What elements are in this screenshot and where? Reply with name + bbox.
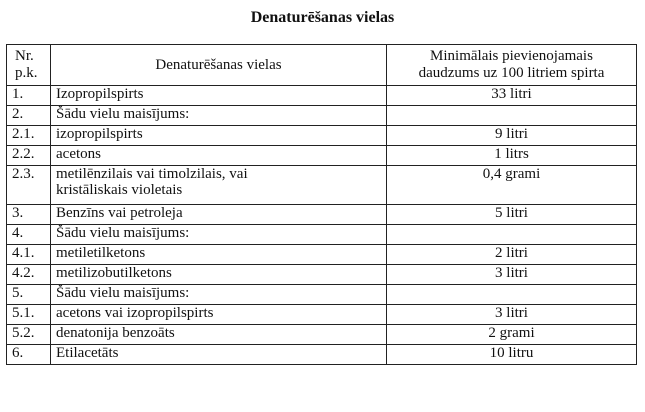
- row-number: 4.2.: [7, 265, 51, 285]
- row-substance-line1: metilēnzilais vai timolzilais, vai: [56, 166, 248, 182]
- row-substance: acetons: [51, 146, 387, 166]
- row-number: 2.1.: [7, 126, 51, 146]
- table-row: [7, 285, 637, 305]
- table-row: [7, 245, 637, 265]
- row-number: 2.2.: [7, 146, 51, 166]
- row-amount: 33 litri: [387, 86, 637, 106]
- row-number: 6.: [7, 345, 51, 365]
- table-row: [7, 146, 637, 166]
- row-substance: Šādu vielu maisījums:: [51, 225, 387, 245]
- row-substance: Izopropilspirts: [51, 86, 387, 106]
- row-substance: [51, 166, 387, 205]
- row-number: 2.3.: [7, 166, 51, 205]
- table-row: [7, 225, 637, 245]
- row-substance: metiletilketons: [51, 245, 387, 265]
- table-row: [7, 86, 637, 106]
- row-number: 5.: [7, 285, 51, 305]
- table-row: [7, 106, 637, 126]
- row-number: 3.: [7, 205, 51, 225]
- row-number: 4.: [7, 225, 51, 245]
- row-amount: 3 litri: [387, 265, 637, 285]
- document-title: Denaturēšanas vielas: [250, 9, 395, 26]
- table-row: [7, 166, 637, 205]
- row-number: 2.: [7, 106, 51, 126]
- row-substance: izopropilspirts: [51, 126, 387, 146]
- header-amount: [387, 45, 637, 86]
- row-number: 5.1.: [7, 305, 51, 325]
- header-substance: Denaturēšanas vielas: [51, 45, 387, 86]
- row-substance: metilizobutilketons: [51, 265, 387, 285]
- row-amount: [387, 285, 637, 305]
- row-amount: 5 litri: [387, 205, 637, 225]
- row-amount: 10 litru: [387, 345, 637, 365]
- row-amount: 2 litri: [387, 245, 637, 265]
- row-substance: Etilacetāts: [51, 345, 387, 365]
- table-row: [7, 325, 637, 345]
- row-amount: 0,4 grami: [387, 166, 637, 205]
- denaturants-table: [6, 44, 637, 365]
- table-row: [7, 345, 637, 365]
- row-number: 4.1.: [7, 245, 51, 265]
- header-number-line1: Nr.: [15, 48, 34, 64]
- header-number: [7, 45, 51, 86]
- table-header-row: [7, 45, 637, 86]
- row-amount: [387, 225, 637, 245]
- row-substance: Benzīns vai petroleja: [51, 205, 387, 225]
- row-amount: 9 litri: [387, 126, 637, 146]
- row-amount: 3 litri: [387, 305, 637, 325]
- row-substance-line2: kristāliskais violetais: [56, 182, 183, 198]
- row-amount: 2 grami: [387, 325, 637, 345]
- header-number-line2: p.k.: [15, 65, 38, 81]
- row-amount: [387, 106, 637, 126]
- table-row: [7, 205, 637, 225]
- row-number: 1.: [7, 86, 51, 106]
- row-number: 5.2.: [7, 325, 51, 345]
- table-row: [7, 305, 637, 325]
- table-row: [7, 265, 637, 285]
- header-amount-line2: daudzums uz 100 litriem spirta: [418, 65, 605, 81]
- row-substance: acetons vai izopropilspirts: [51, 305, 387, 325]
- row-substance: Šādu vielu maisījums:: [51, 106, 387, 126]
- row-amount: 1 litrs: [387, 146, 637, 166]
- table-row: [7, 126, 637, 146]
- row-substance: Šādu vielu maisījums:: [51, 285, 387, 305]
- row-substance: denatonija benzoāts: [51, 325, 387, 345]
- header-amount-line1: Minimālais pievienojamais: [430, 48, 593, 64]
